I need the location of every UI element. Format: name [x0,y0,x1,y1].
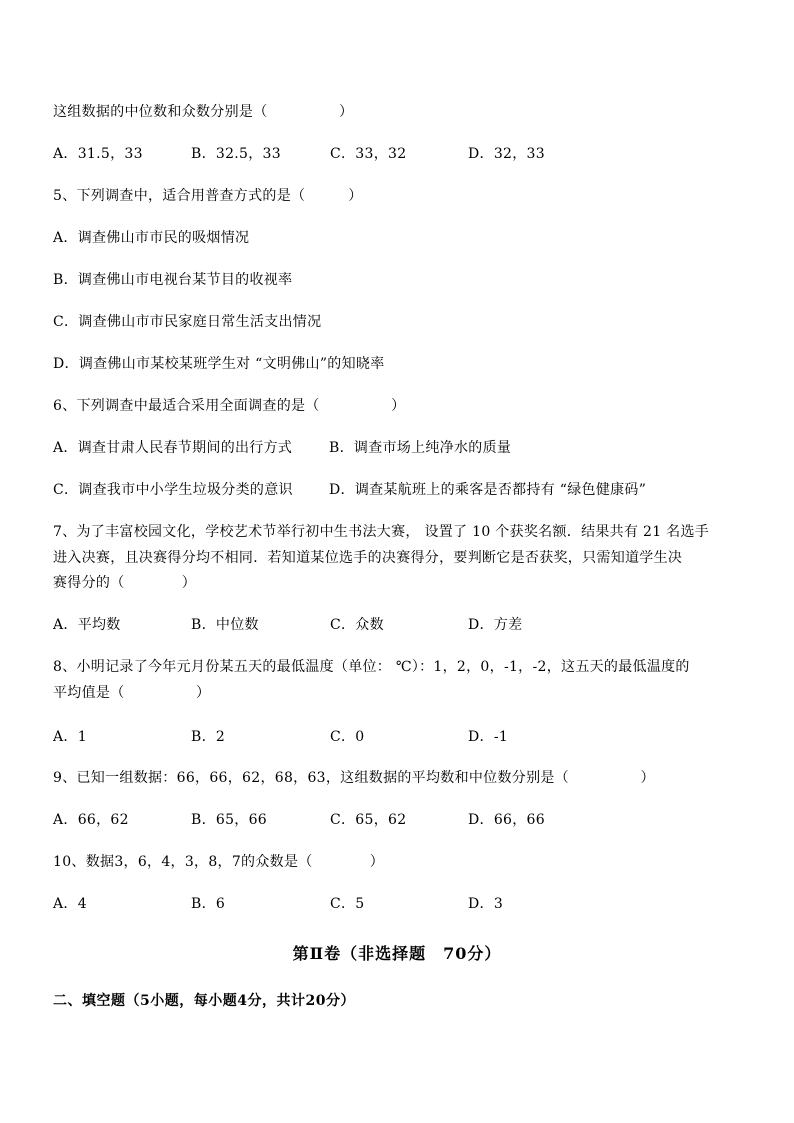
q10-option-c: C．5 [330,896,365,912]
q6-option-d: D．调查某航班上的乘客是否都持有 “绿色健康码” [329,482,647,498]
q10-option-a: A．4 [53,896,87,912]
q5-option-a: A．调查佛山市市民的吸烟情况 [53,230,250,246]
question-5-stem: 5、下列调查中，适合用普查方式的是（ ） [53,188,363,204]
q10-option-d: D．3 [468,896,504,912]
section-2-title: 二、填空题（5小题，每小题4分，共计20分） [53,993,355,1009]
question-9-stem: 9、已知一组数据：66，66，62，68，63，这组数据的平均数和中位数分别是（ ） [53,770,655,786]
q9-option-c: C．65，62 [330,812,407,828]
q4-option-a: A．31.5，33 [53,146,143,162]
q4-option-d: D．32，33 [468,146,545,162]
question-8-line-2: 平均值是（ ） [53,685,211,701]
q7-option-b: B．中位数 [191,617,259,633]
question-7-line-1: 7、为了丰富校园文化，学校艺术节举行初中生书法大赛， 设置了 10 个获奖名额．结果共有 21 名选手 [53,524,710,540]
q9-option-a: A．66，62 [53,812,129,828]
q6-option-c: C．调查我市中小学生垃圾分类的意识 [53,482,293,498]
question-7-line-3: 赛得分的（ ） [53,575,196,591]
q5-option-c: C．调查佛山市市民家庭日常生活支出情况 [53,314,322,330]
q5-option-d: D．调查佛山市某校某班学生对 “文明佛山”的知晓率 [53,356,385,372]
q7-option-a: A．平均数 [53,617,121,633]
q8-option-c: C．0 [330,729,365,745]
part-2-title: 第Ⅱ卷（非选择题 70分） [292,944,502,963]
q7-option-c: C．众数 [330,617,384,633]
q8-option-a: A．1 [53,729,87,745]
question-8-line-1: 8、小明记录了今年元月份某五天的最低温度（单位： ℃）：1，2，0，-1，-2，这五天的最低温度的 [53,659,690,675]
q10-option-b: B．6 [191,896,226,912]
question-4-stem: 这组数据的中位数和众数分别是（ ） [53,104,354,120]
q6-option-b: B．调查市场上纯净水的质量 [329,440,512,456]
question-7-line-2: 进入决赛，且决赛得分均不相同．若知道某位选手的决赛得分，要判断它是否获奖，只需知道学生决 [53,550,683,566]
q4-option-b: B．32.5，33 [191,146,281,162]
q8-option-d: D．-1 [468,729,509,745]
q7-option-d: D．方差 [468,617,523,633]
q8-option-b: B．2 [191,729,226,745]
q9-option-b: B．65，66 [191,812,268,828]
q9-option-d: D．66，66 [468,812,545,828]
question-6-stem: 6、下列调查中最适合采用全面调查的是（ ） [53,398,406,414]
q4-option-c: C．33，32 [330,146,407,162]
question-10-stem: 10、数据3，6，4，3，8，7的众数是（ ） [53,854,385,870]
q5-option-b: B．调查佛山市电视台某节目的收视率 [53,272,293,288]
q6-option-a: A．调查甘肃人民春节期间的出行方式 [53,440,293,456]
